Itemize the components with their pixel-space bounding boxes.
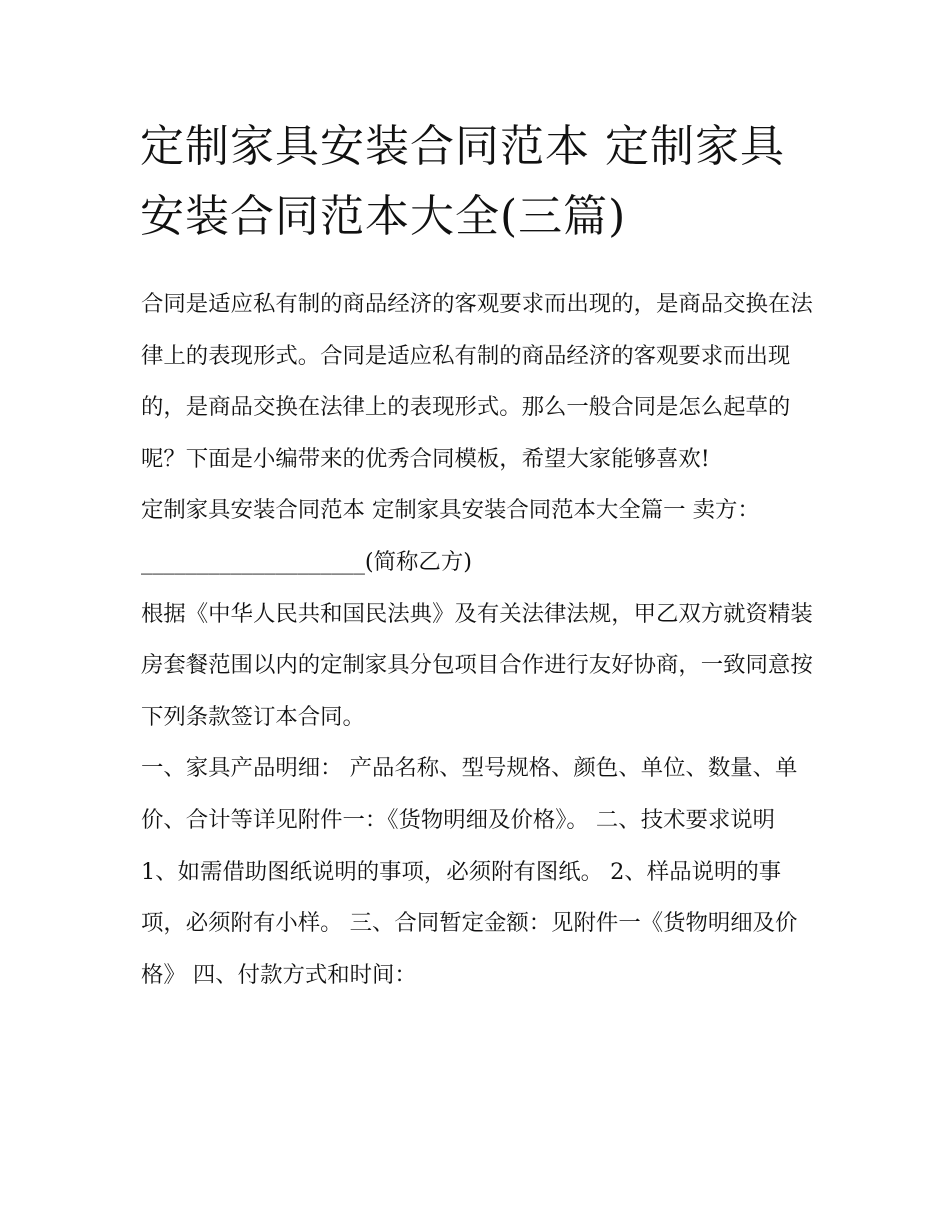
- document-title: 定制家具安装合同范本 定制家具安装合同范本大全(三篇): [140, 121, 785, 242]
- paragraph-intro: 合同是适应私有制的商品经济的客观要求而出现的，是商品交换在法律上的表现形式。合同是适应私有制的商品经济的客观要求而出现的，是商品交换在法律上的表现形式。那么一般合同是怎么起草的呢？下面是小编带来的优秀合同模板，希望大家能够喜欢!: [141, 291, 813, 472]
- paragraph-clause-2: 1、如需借助图纸说明的事项，必须附有图纸。 2、样品说明的事项，必须附有小样。 三、合同暂定金额：见附件一《货物明细及价格》 四、付款方式和时间：: [141, 858, 798, 988]
- document-body: [141, 279, 821, 1001]
- paragraph-basis: 根据《中华人民共和国民法典》及有关法律法规，甲乙双方就资精装房套餐范围以内的定制家具分包项目合作进行友好协商，一致同意按下列条款签订本合同。: [141, 600, 813, 730]
- paragraph-clause-1: 一、家具产品明细： 产品名称、型号规格、颜色、单位、数量、单价、合计等详见附件一：《货物明细及价格》。 二、技术要求说明: [141, 755, 798, 833]
- paragraph-seller: 定制家具安装合同范本 定制家具安装合同范本大全篇一 卖方：____________________(简称乙方): [141, 497, 760, 575]
